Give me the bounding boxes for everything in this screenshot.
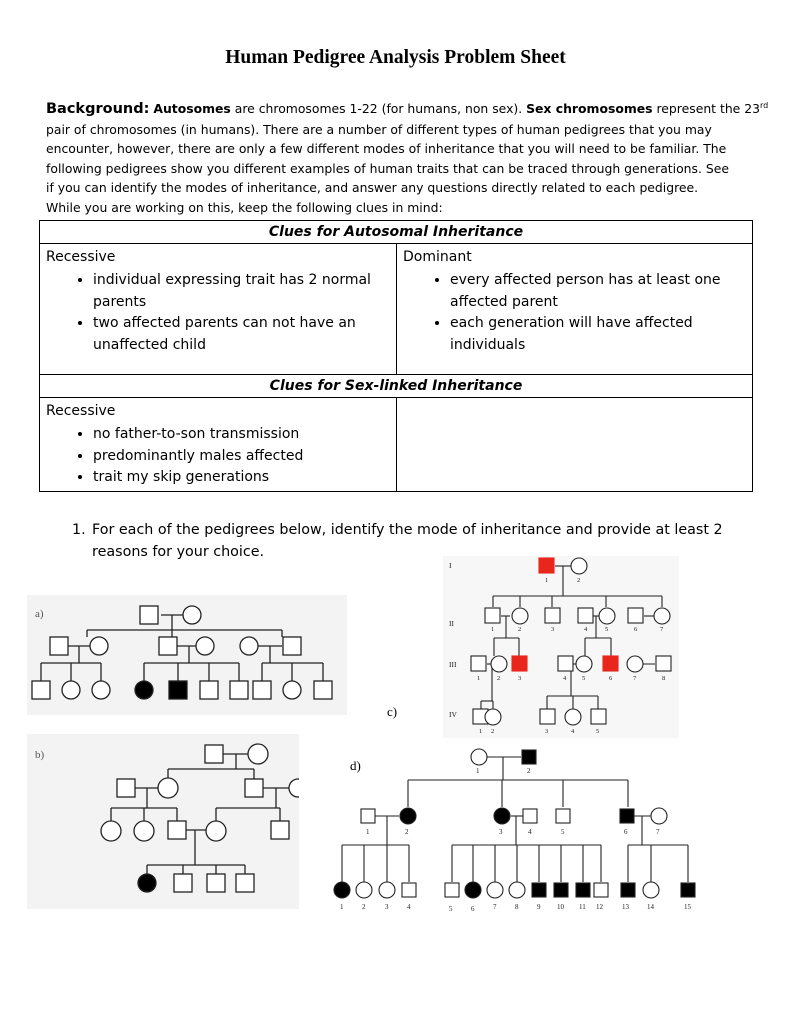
individual-number: 1 [340,903,344,911]
individual-number: 3 [499,828,503,836]
individual-number: 2 [527,767,531,775]
background-line-2: pair of chromosomes (in humans). There are a number of different types of human pedigrees that you may [46,121,712,137]
individual-number: 2 [497,675,501,682]
individual-number: 5 [561,828,565,836]
autosomes-definition: are chromosomes 1-22 (for humans, non sex). [230,101,527,116]
autosomal-header: Clues for Autosomal Inheritance [40,221,753,244]
individual-number: 8 [662,675,666,682]
pedigree-c [443,556,679,738]
individual-number: 4 [571,728,575,735]
background-line-5: if you can identify the modes of inheritance, and answer any questions directly related to each pedigree. [46,180,699,195]
individual-number: 3 [551,626,555,633]
individual-number: 4 [407,903,411,911]
autosomal-dominant-label: Dominant [403,249,472,265]
sex-linked-recessive-clue: • trait my skip generations [93,467,390,489]
individual-number: 4 [528,828,532,836]
individual-number: 6 [624,828,628,836]
individual-number: 6 [609,675,613,682]
individual-number: 10 [557,903,564,911]
individual-number: 5 [582,675,586,682]
generation-label: IV [449,710,457,719]
generation-label: II [449,619,454,628]
pedigree-c-label: c) [387,704,398,719]
page-title: Human Pedigree Analysis Problem Sheet [225,47,566,68]
pedigree-b [27,734,299,909]
individual-number: 3 [518,675,522,682]
individual-number: 7 [660,626,664,633]
individual-number: 6 [471,905,475,913]
autosomal-recessive-cell [40,244,397,375]
sex-linked-header: Clues for Sex-linked Inheritance [40,375,753,398]
sex-chromosomes-term: Sex chromosomes [526,101,653,116]
individual-number: 2 [362,903,366,911]
individual-number: 7 [656,828,660,836]
individual-number: 1 [545,577,549,584]
individual-number: 1 [491,626,495,633]
individual-number: 7 [633,675,637,682]
individual-number: 7 [493,903,497,911]
background-label: Background [46,101,144,117]
autosomal-dominant-clue: • every affected person has at least one affected parent [450,270,746,313]
autosomal-dominant-clue: • each generation will have affected individuals [450,313,746,356]
individual-number: 4 [563,675,567,682]
generation-label: I [449,561,452,570]
sex-linked-recessive-label: Recessive [46,403,116,419]
individual-number: 5 [449,905,453,913]
autosomal-recessive-clue: • individual expressing trait has 2 normal parents [93,270,390,313]
sex-linked-recessive-clue: • predominantly males affected [93,446,390,468]
sex-linked-recessive-clue: • no father-to-son transmission [93,424,390,446]
sex-linked-empty-cell [397,398,753,492]
individual-number: 1 [479,728,483,735]
individual-number: 13 [622,903,629,911]
individual-number: 6 [634,626,638,633]
pedigree-b-label: b) [35,749,45,761]
pedigree-a-label: a) [35,608,44,620]
clues-table [39,220,753,492]
superscript-rd: rd [760,100,769,110]
background-line-4: following pedigrees show you different examples of human traits that can be traced through generations. See [46,160,729,176]
autosomal-recessive-clue: • two affected parents can not have an unaffected child [93,313,390,356]
individual-number: 12 [596,903,603,911]
individual-number: 8 [515,903,519,911]
individual-number: 5 [605,626,609,633]
sex-linked-recessive-cell [40,398,397,492]
pedigree-d-label: d) [350,758,361,773]
pedigree-a [27,595,347,715]
individual-number: 2 [405,828,409,836]
individual-number: 2 [518,626,522,633]
autosomes-term: Autosomes [153,101,231,116]
autosomal-dominant-cell [397,244,753,375]
autosomal-recessive-label: Recessive [46,249,116,265]
individual-number: 3 [545,728,549,735]
individual-number: 1 [477,675,481,682]
individual-number: 5 [596,728,600,735]
question-number: 1. [72,522,86,538]
individual-number: 2 [491,728,495,735]
background-line-3: encounter, however, there are only a few different modes of inheritance that you will need to be familiar. The [46,141,727,156]
individual-number: 9 [537,903,541,911]
individual-number: 1 [366,828,370,836]
individual-number: 11 [579,903,586,911]
individual-number: 2 [577,577,581,584]
individual-number: 15 [684,903,691,911]
individual-number: 14 [647,903,654,911]
pedigree-d [328,745,698,915]
background-line-6: While you are working on this, keep the following clues in mind: [46,199,443,215]
individual-number: 1 [476,767,480,775]
sex-chromosomes-definition: represent the 23 [652,101,761,116]
background-paragraph: Background: Autosomes are chromosomes 1-22 (for humans, non sex). Sex chromosomes represent the 23rd pair of chromosomes (in humans). There are a number of different types of human pedigrees that you may encounter, however, there are only a few different modes of inheritance that you will need to be familiar. The following pedigrees show you different examples of human traits that can be traced through generations. See if you can identify the modes of inheritance, and answer any questions directly related to each pedigree. While you are working on this, keep the following clues in mind: [46,99,758,217]
generation-label: III [449,660,457,669]
individual-number: 4 [584,626,588,633]
individual-number: 3 [385,903,389,911]
question-text: For each of the pedigrees below, identify the mode of inheritance and provide at least 2 reasons for your choice. [92,522,723,560]
